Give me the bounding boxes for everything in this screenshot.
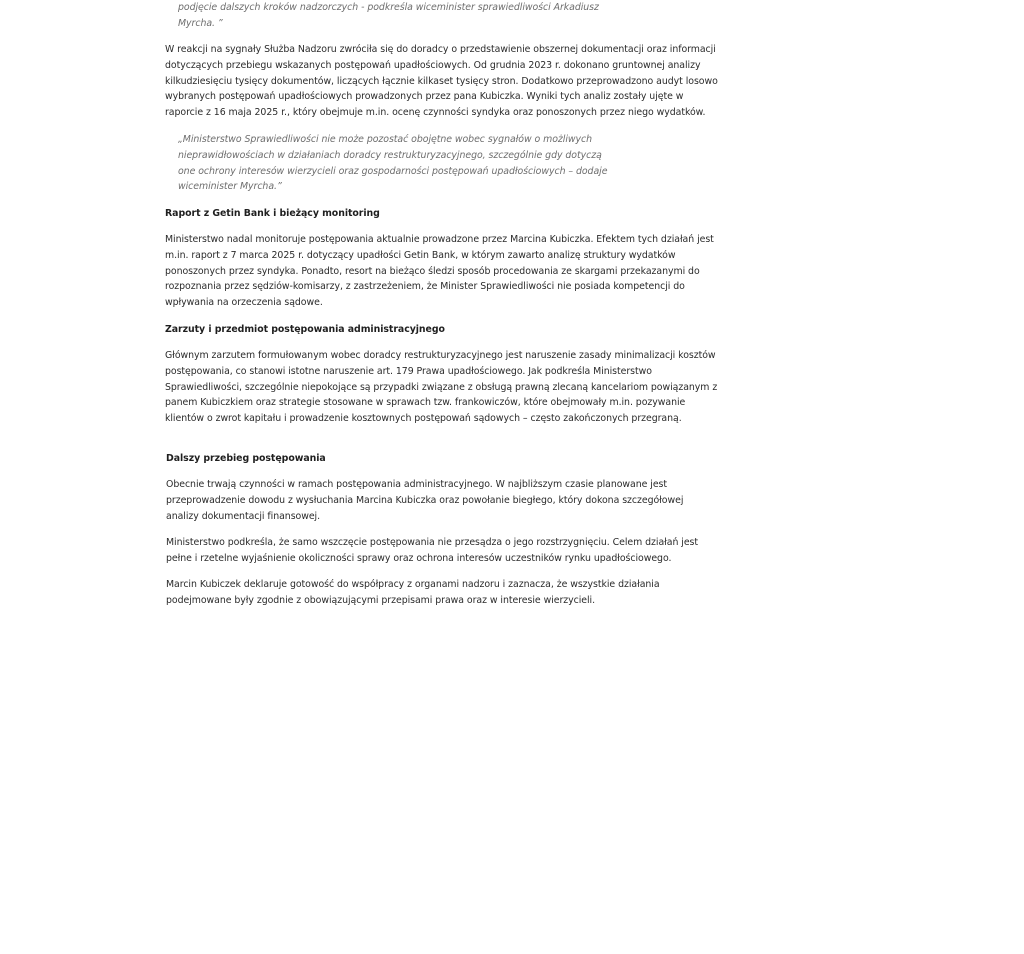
paragraph-ministry-stress — [166, 535, 698, 567]
paragraph-reaction — [165, 42, 718, 121]
paragraph-line: pełne i rzetelne wyjaśnienie okoliczności sprawy oraz ochrona interesów uczestników rynku upadłościowego. — [166, 552, 672, 564]
pull-quote-ministry — [165, 132, 607, 195]
pull-quote-top — [165, 0, 599, 32]
quote-line: „Ministerstwo Sprawiedliwości nie może pozostać obojętne wobec sygnałów o możliwych — [178, 134, 593, 145]
quote-line: Myrcha. ” — [178, 17, 223, 29]
section-heading-getin: Raport z Getin Bank i bieżący monitoring — [165, 208, 380, 219]
paragraph-line: raporcie z 16 maja 2025 r., który obejmuje m.in. ocenę czynności syndyka oraz ponoszonych przez niego wydatków. — [165, 107, 706, 119]
paragraph-line: Obecnie trwają czynności w ramach postępowania administracyjnego. W najbliższym czasie planowane jest — [166, 479, 668, 490]
paragraph-line: wybranych postępowań upadłościowych prowadzonych przez pana Kubiczka. Wyniki tych analiz zostały ujęte w — [165, 91, 684, 103]
paragraph-line: Marcin Kubiczek deklaruje gotowość do współpracy z organami nadzoru i zaznacza, że wszystkie działania — [166, 579, 660, 590]
paragraph-line: analizy dokumentacji finansowej. — [166, 510, 321, 522]
paragraph-line: postępowania, co stanowi istotne naruszenie art. 179 Prawa upadłościowego. Jak podkreśla Ministerstwo — [165, 365, 652, 377]
paragraph-line: przeprowadzenie dowodu z wysłuchania Marcina Kubiczka oraz powołanie biegłego, który dokona szczegółowej — [166, 494, 684, 506]
quote-line: nieprawidłowościach w działaniach doradcy restrukturyzacyjnego, szczególnie gdy dotyczą — [178, 149, 602, 161]
paragraph-line: m.in. raport z 7 marca 2025 r. dotyczący upadłości Getin Bank, w którym zawarto analizę struktury wydatków — [165, 249, 676, 261]
section-heading-charges: Zarzuty i przedmiot postępowania administracyjnego — [165, 324, 445, 335]
paragraph-line: W reakcji na sygnały Służba Nadzoru zwróciła się do doradcy o przedstawienie obszernej dokumentacji oraz informacji — [165, 44, 716, 55]
paragraph-line: klientów o zwrot kapitału i prowadzenie kosztownych postępowań sądowych – często zakończonych przegraną. — [165, 413, 682, 425]
quote-line: podjęcie dalszych kroków nadzorczych - podkreśla wiceminister sprawiedliwości Arkadiusz — [178, 2, 599, 13]
paragraph-line: wpływania na orzeczenia sądowe. — [165, 297, 323, 309]
paragraph-line: Sprawiedliwości, szczególnie niepokojące są przypadki związane z obsługą prawną zlecaną kancelariom powiązanym z — [165, 381, 718, 393]
quote-line: wiceminister Myrcha.” — [178, 181, 282, 193]
paragraph-line: Ministerstwo podkreśla, że samo wszczęcie postępowania nie przesądza o jego rozstrzygnięciu. Celem działań jest — [166, 537, 699, 548]
paragraph-line: podejmowane były zgodnie z obowiązującymi przepisami prawa oraz w interesie wierzycieli. — [166, 594, 596, 606]
paragraph-line: ponoszonych przez syndyka. Ponadto, resort na bieżąco śledzi sposób procedowania ze skargami przekazanymi do — [165, 265, 700, 277]
paragraph-line: Głównym zarzutem formułowanym wobec doradcy restrukturyzacyjnego jest naruszenie zasady minimalizacji kosztów — [165, 350, 716, 361]
paragraph-line: rozpoznania przez sędziów-komisarzy, z zastrzeżeniem, że Minister Sprawiedliwości nie posiada kompetencji do — [165, 281, 685, 293]
paragraph-line: dotyczących przebiegu wskazanych postępowań upadłościowych. Od grudnia 2023 r. dokonano gruntownej analizy — [165, 59, 701, 71]
paragraph-declaration — [166, 577, 660, 609]
paragraph-monitoring — [165, 232, 714, 311]
paragraph-line: panem Kubiczkiem oraz strategie stosowane w sprawach tzw. frankowiczów, które obejmowały m.in. pozywanie — [165, 397, 686, 409]
paragraph-line: Ministerstwo nadal monitoruje postępowania aktualnie prowadzone przez Marcina Kubiczka. Efektem tych działań jest — [165, 234, 714, 245]
quote-line: one ochrony interesów wierzycieli oraz gospodarności postępowań upadłościowych – dodaje — [178, 165, 608, 177]
paragraph-line: kilkudziesięciu tysięcy dokumentów, liczących łącznie kilkaset tysięcy stron. Dodatkowo przeprowadzono audyt losowo — [165, 75, 718, 87]
paragraph-charges — [165, 348, 717, 427]
section-heading-next-steps: Dalszy przebieg postępowania — [166, 453, 326, 464]
paragraph-next-steps — [166, 477, 683, 524]
